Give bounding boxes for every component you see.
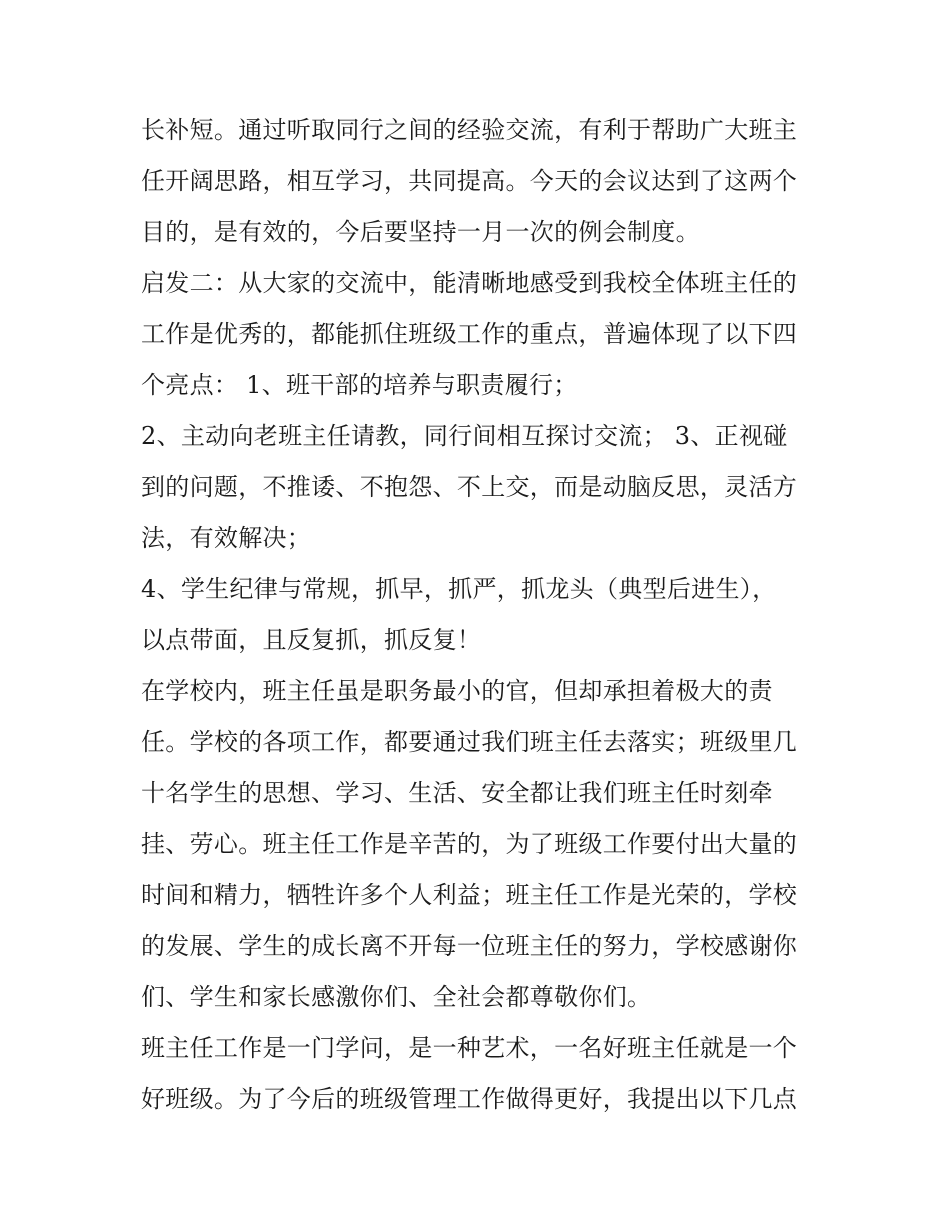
text-line: 好班级。为了今后的班级管理工作做得更好，我提出以下几点 <box>141 1085 798 1113</box>
text-line: 时间和精力，牺牲许多个人利益；班主任工作是光荣的，学校 <box>141 881 798 909</box>
text-line: 任开阔思路，相互学习，共同提高。今天的会议达到了这两个 <box>141 167 798 195</box>
text-line: 到的问题，不推诿、不抱怨、不上交，而是动脑反思，灵活方 <box>141 473 798 501</box>
body-text <box>141 105 821 1125</box>
text-line: 十名学生的思想、学习、生活、安全都让我们班主任时刻牵 <box>141 779 773 807</box>
text-line: 班主任工作是一门学问，是一种艺术，一名好班主任就是一个 <box>141 1034 798 1062</box>
text-line: 任。学校的各项工作，都要通过我们班主任去落实；班级里几 <box>141 728 798 756</box>
text-line: 以点带面，且反复抓，抓反复！ <box>141 626 482 654</box>
text-line: 工作是优秀的，都能抓住班级工作的重点，普遍体现了以下四 <box>141 320 798 348</box>
text-line: 4、学生纪律与常规，抓早，抓严，抓龙头（典型后进生）， <box>141 575 777 603</box>
text-line: 长补短。通过听取同行之间的经验交流，有利于帮助广大班主 <box>141 116 798 144</box>
text-line: 法，有效解决； <box>141 524 312 552</box>
text-line: 的发展、学生的成长离不开每一位班主任的努力，学校感谢你 <box>141 932 798 960</box>
text-line: 启发二：从大家的交流中，能清晰地感受到我校全体班主任的 <box>141 269 798 297</box>
text-line: 挂、劳心。班主任工作是辛苦的，为了班级工作要付出大量的 <box>141 830 798 858</box>
text-line: 在学校内，班主任虽是职务最小的官，但却承担着极大的责 <box>141 677 773 705</box>
text-line: 目的，是有效的，今后要坚持一月一次的例会制度。 <box>141 218 700 246</box>
text-line: 2、主动向老班主任请教，同行间相互探讨交流； 3、正视碰 <box>141 422 788 450</box>
text-line: 个亮点： 1、班干部的培养与职责履行； <box>141 371 578 399</box>
text-line: 们、学生和家长感激你们、全社会都尊敬你们。 <box>141 983 652 1011</box>
